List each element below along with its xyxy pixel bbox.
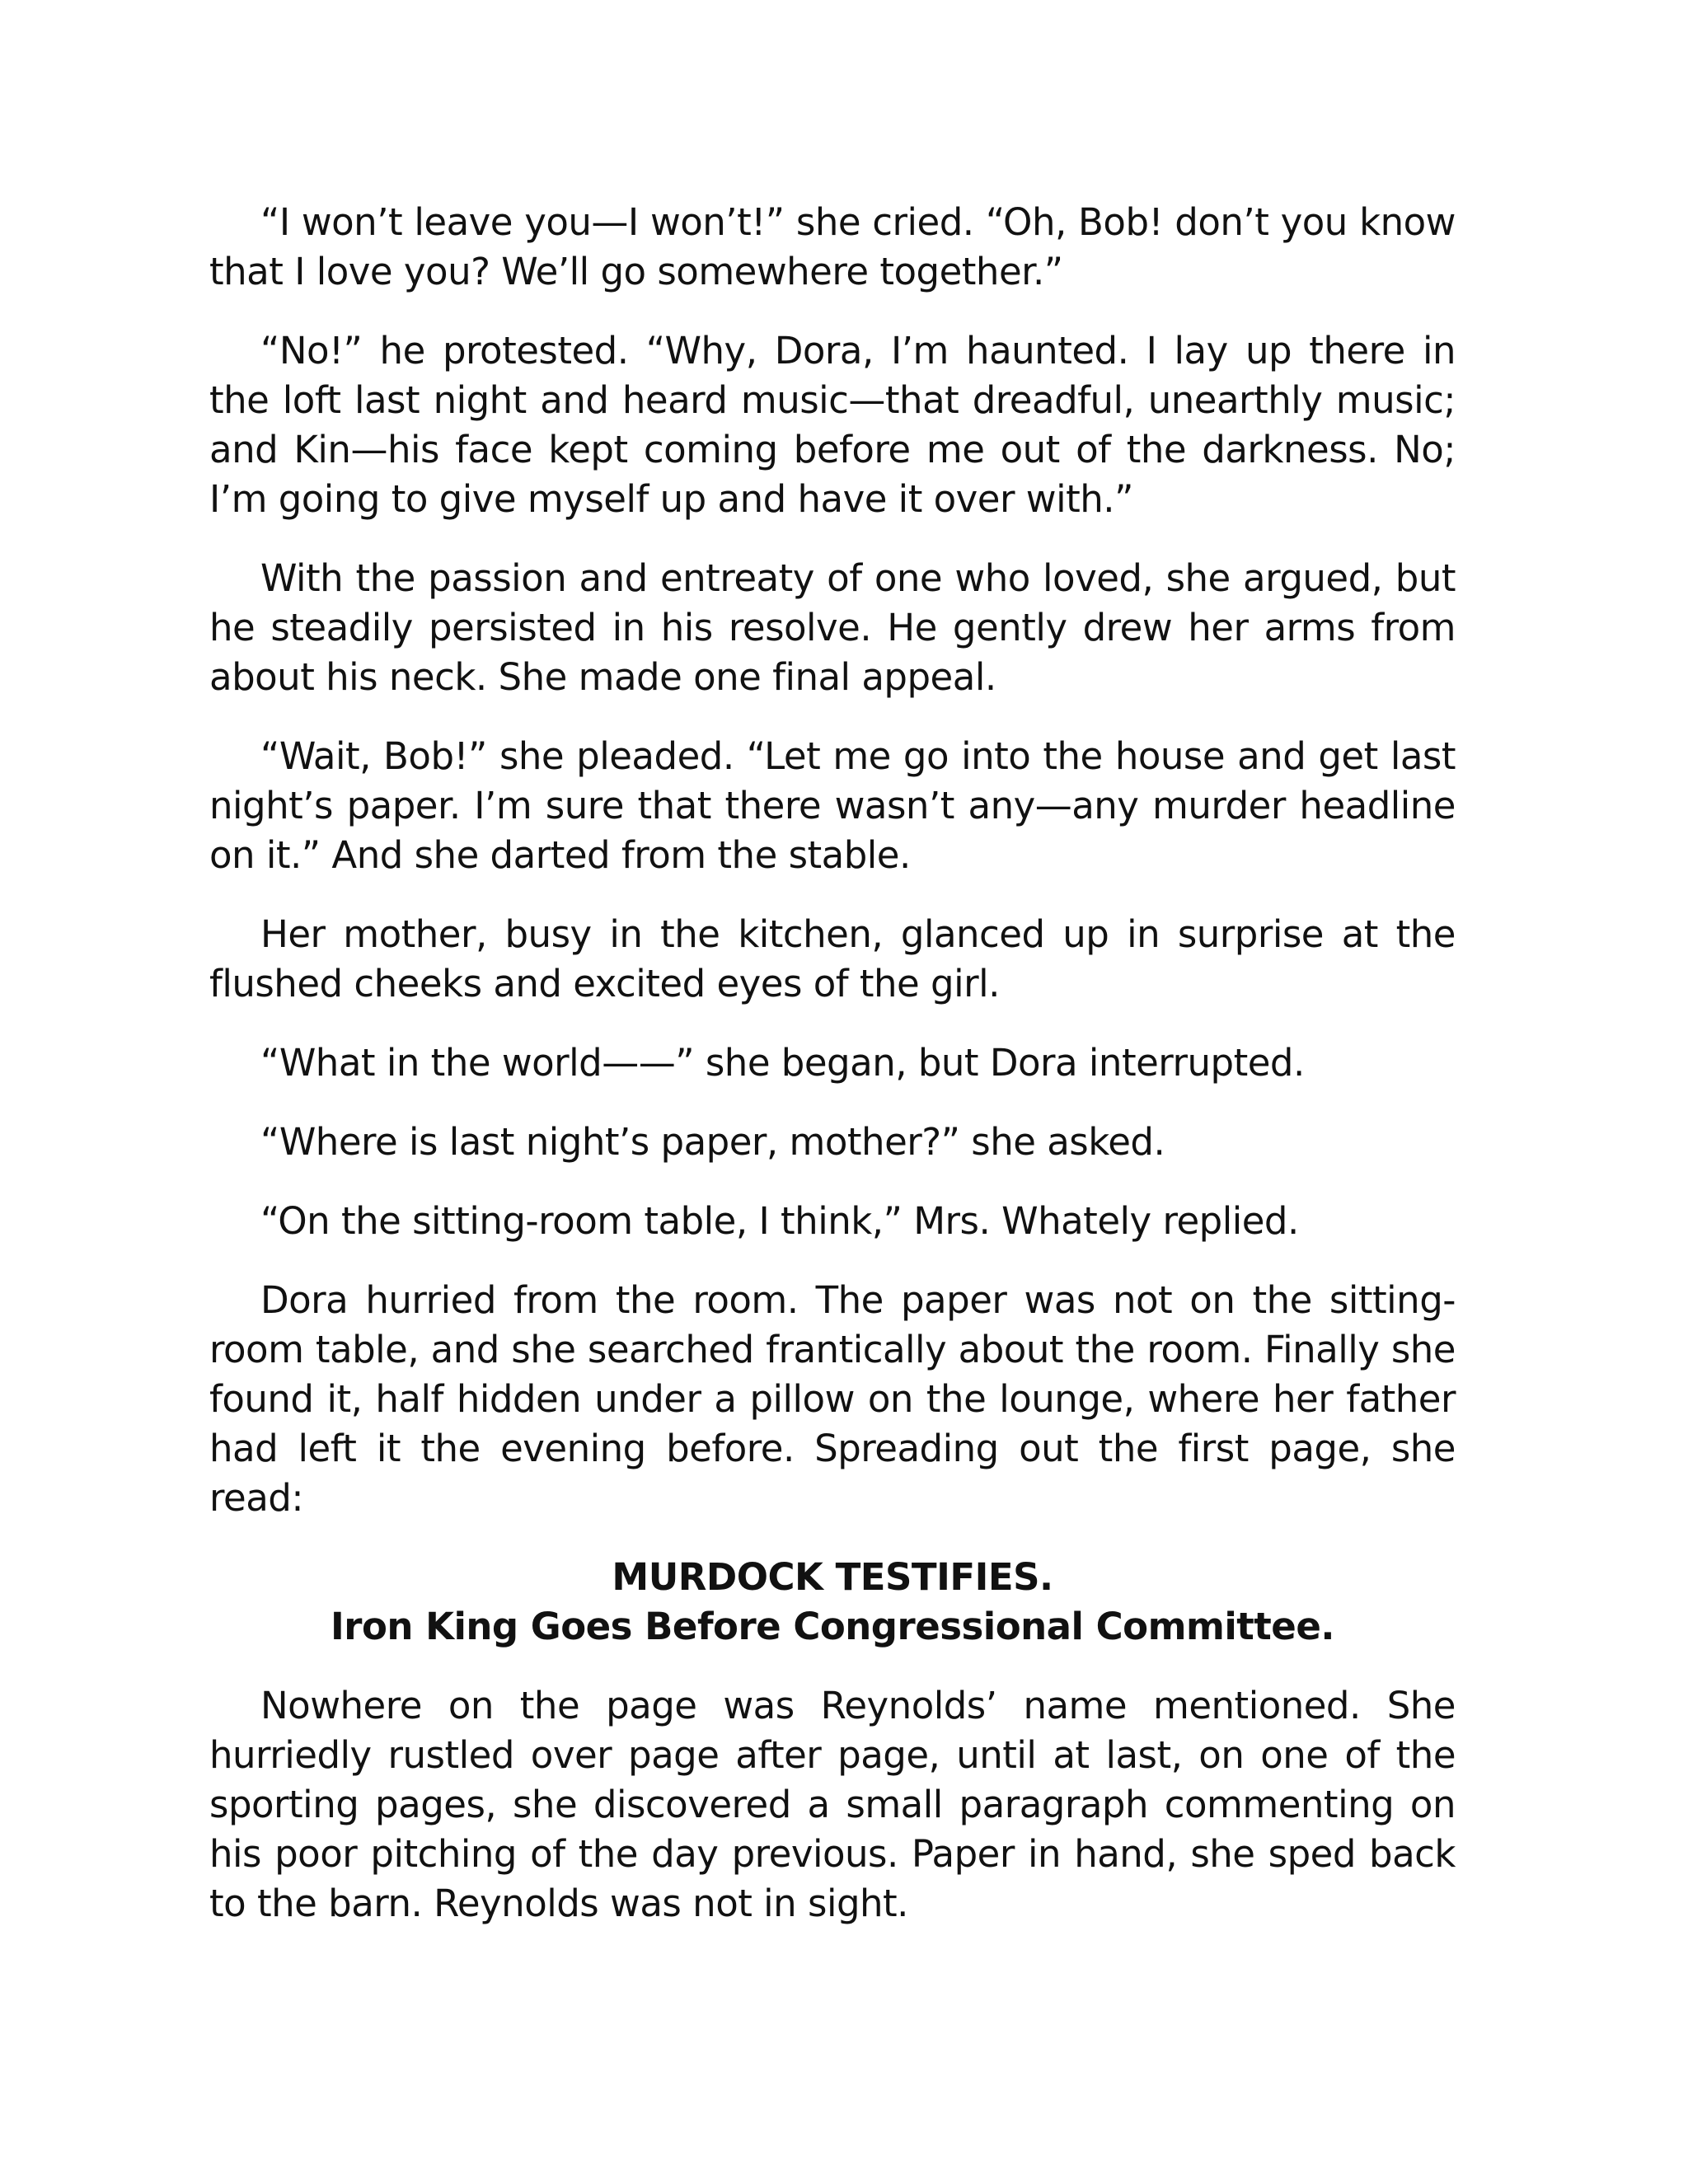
paragraph-10: Nowhere on the page was Reynolds’ name mentioned. She hurriedly rustled over page after page, until at last, on one of the sporting pages, she discovered a small paragraph commenting on his poor pitching of the day previous. Paper in hand, she sped back to the barn. Reynolds was not in sight. [209, 1684, 1456, 1925]
newspaper-headline [209, 1553, 1456, 1652]
paragraph-5: Her mother, busy in the kitchen, glanced up in surprise at the flushed cheeks and excited eyes of the girl. [209, 912, 1456, 1005]
paragraph-7: “Where is last night’s paper, mother?” she asked. [260, 1120, 1165, 1164]
headline-title: MURDOCK TESTIFIES. [612, 1555, 1053, 1599]
paragraph-1: “I won’t leave you—I won’t!” she cried. “Oh, Bob! don’t you know that I love you? We’ll go somewhere together.” [209, 200, 1456, 293]
headline-subtitle: Iron King Goes Before Congressional Committee. [331, 1605, 1334, 1648]
paragraph-6: “What in the world——” she began, but Dora interrupted. [260, 1041, 1305, 1085]
paragraph-2: “No!” he protested. “Why, Dora, I’m haunted. I lay up there in the loft last night and heard music—that dreadful, unearthly music; and Kin—his face kept coming before me out of the darkness. No; I’m going to give myself up and have it over with.” [209, 329, 1456, 521]
paragraph-4: “Wait, Bob!” she pleaded. “Let me go into the house and get last night’s paper. I’m sure that there wasn’t any—any murder headline on it.” And she darted from the stable. [209, 734, 1456, 877]
paragraph-9: Dora hurried from the room. The paper was not on the sitting-room table, and she searched frantically about the room. Finally she found it, half hidden under a pillow on the lounge, where her father had left it the evening before. Spreading out the first page, she read: [209, 1278, 1456, 1520]
book-page [209, 198, 1456, 1929]
paragraph-3: With the passion and entreaty of one who loved, she argued, but he steadily persisted in his resolve. He gently drew her arms from about his neck. She made one final appeal. [209, 556, 1456, 699]
paragraph-8: “On the sitting-room table, I think,” Mrs. Whately replied. [260, 1199, 1299, 1243]
